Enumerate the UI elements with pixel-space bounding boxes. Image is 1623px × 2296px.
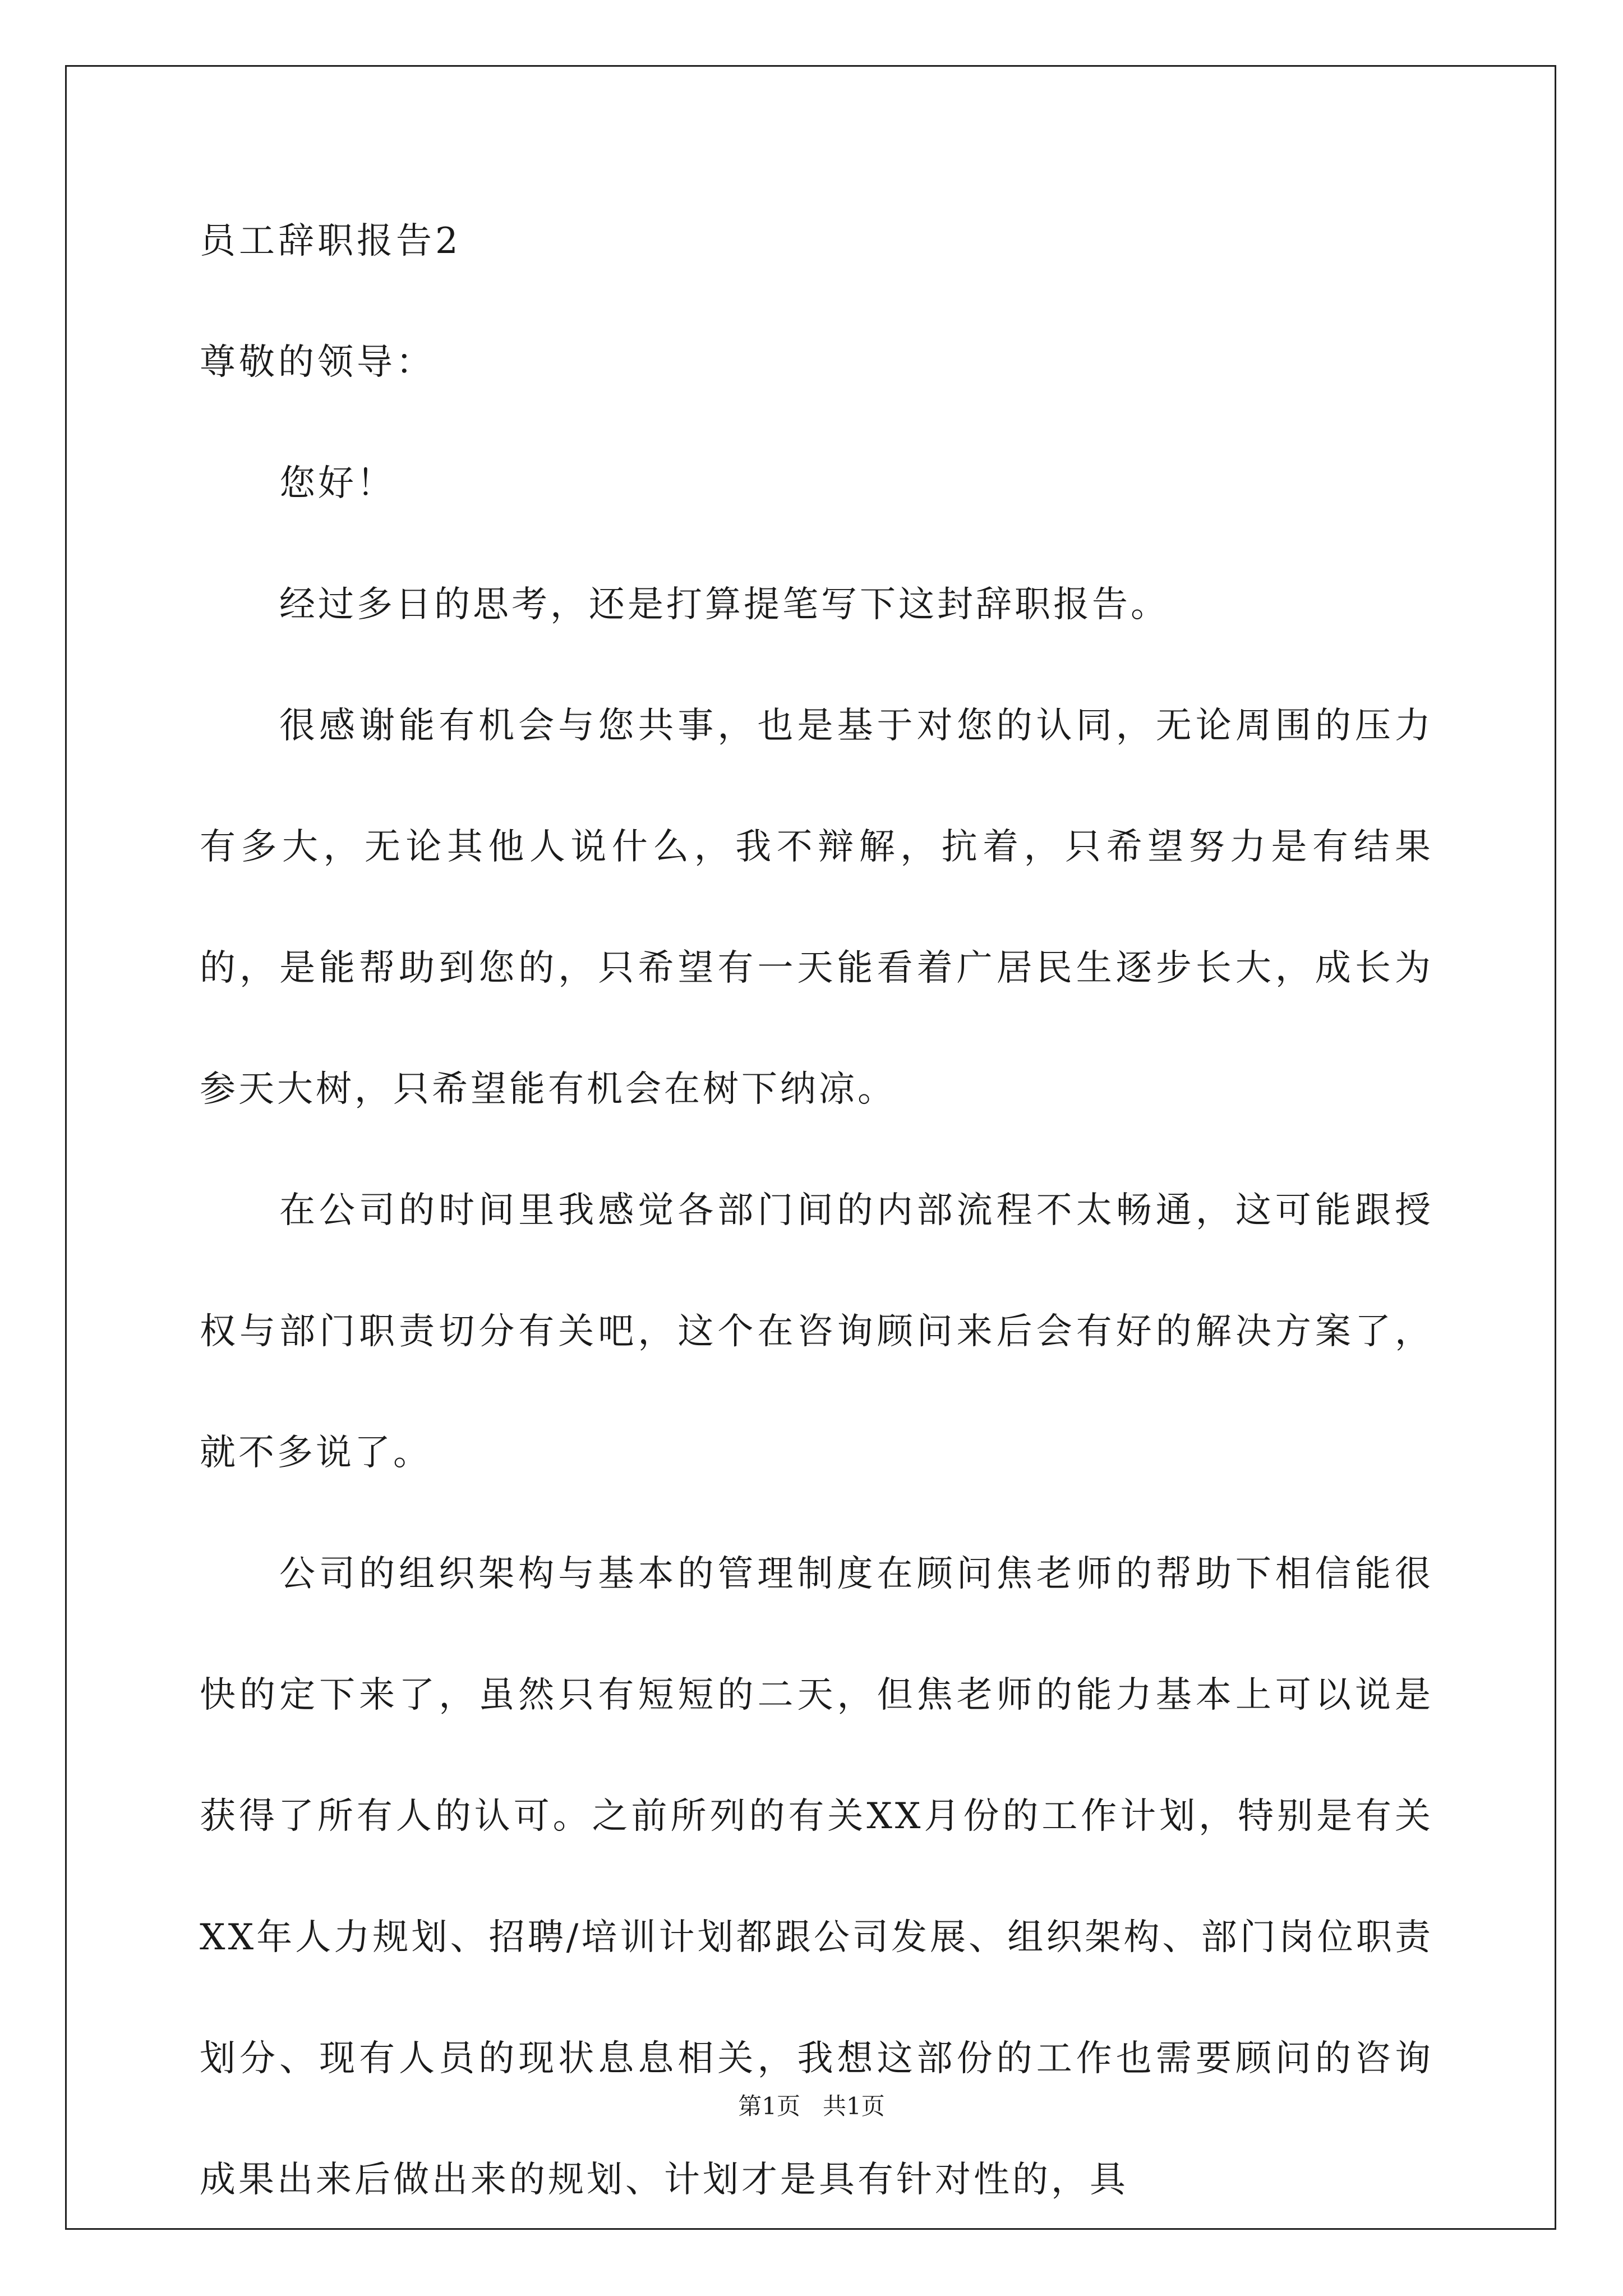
document-body <box>200 213 1433 2240</box>
paragraph-2: 很感谢能有机会与您共事，也是基于对您的认同，无论周围的压力有多大，无论其他人说什么，我不辩解，抗着，只希望努力是有结果的，是能帮助到您的，只希望有一天能看着广居民生逐步长大，成长为参天大树，只希望能有机会在树下纳凉。 <box>200 705 1433 1110</box>
greeting: 您好！ <box>279 463 395 504</box>
salutation: 尊敬的领导： <box>200 342 435 383</box>
paragraph-3: 在公司的时间里我感觉各部门间的内部流程不太畅通，这可能跟授权与部门职责切分有关吧，这个在咨询顾问来后会有好的解决方案了，就不多说了。 <box>200 1190 1433 1474</box>
page-footer <box>0 2090 1623 2123</box>
page-number-current: 第1页 <box>738 2092 800 2120</box>
paragraph-1: 经过多日的思考，还是打算提笔写下这封辞职报告。 <box>279 584 1169 625</box>
document-title: 员工辞职报告2 <box>200 220 462 262</box>
paragraph-4: 公司的组织架构与基本的管理制度在顾问焦老师的帮助下相信能很快的定下来了，虽然只有短短的二天，但焦老师的能力基本上可以说是获得了所有人的认可。之前所列的有关XX月份的工作计划，特别是有关XX年人力规划、招聘/培训计划都跟公司发展、组织架构、部门岗位职责划分、现有人员的现状息息相关，我想这部份的工作也需要顾问的咨询成果出来后做出来的规划、计划才是具有针对性的，具 <box>200 1553 1433 2201</box>
page-number-total: 共1页 <box>823 2092 885 2120</box>
